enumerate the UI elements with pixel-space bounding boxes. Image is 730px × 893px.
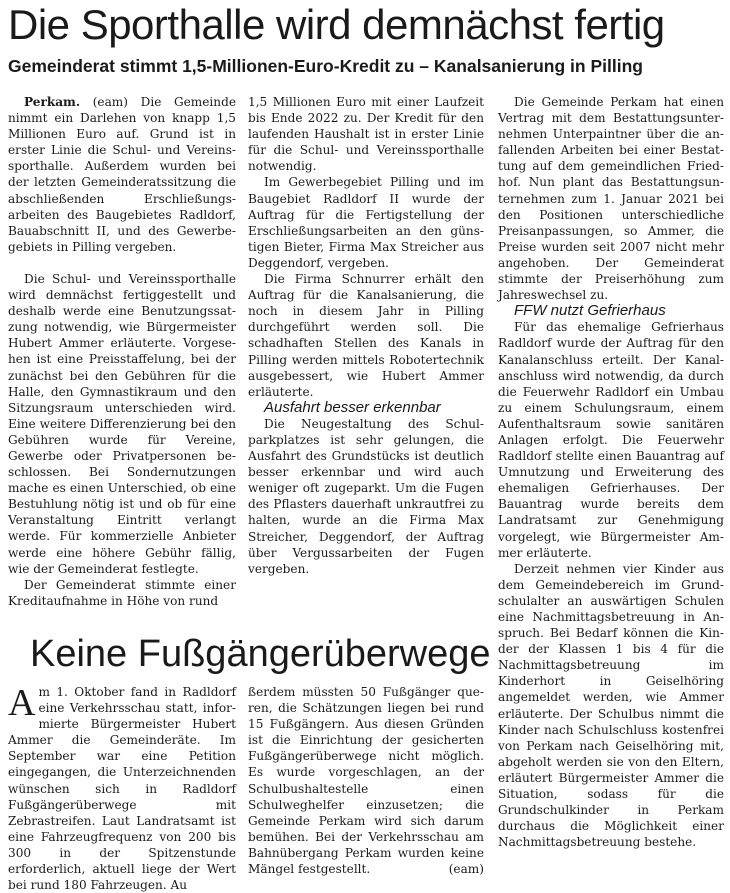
- section-subtitle: Ausfahrt besser erkennbar: [264, 398, 441, 416]
- dateline: Perkam.: [24, 95, 81, 109]
- paragraph-text: m 1. Oktober fand in Radldorf eine Verkehrsschau statt, informierte Bürgermeister Hubert Ammer die Gemeinderäte. Im September war eine Petition eingegangen, die Unterzeichnenden wünschen sich in Radldorf Fußgängerüberwege mit Zebrastreifen. Laut Landratsamt ist eine Fahrzeugfrequenz von 200 bis 300 in der Spitzenstunde erforderlich, aktuell liege der Wert bei rund 180 Fahrzeugen. Au: [8, 685, 236, 893]
- drop-cap: A: [8, 682, 36, 724]
- paragraph: Der Gemeinderat stimmte einer Kreditaufnahme in Höhe von rund: [8, 577, 236, 608]
- article-column-2: [248, 94, 484, 577]
- paragraph: 1,5 Millionen Euro mit einer Laufzeit bis Ende 2022 zu. Der Kredit für den laufenden Haushalt ist in erster Linie für die Schul- und Vereinssporthalle notwendig.: [248, 95, 484, 174]
- paragraph-text: (eam) Die Gemeinde nimmt ein Darlehen von knapp 1,5 Millionen Euro auf. Grund ist in erster Linie die Schul- und Vereinssporthalle. Außerdem wurden bei der letzten Gemeinderatssitzung die abschließenden Erschließungsarbeiten des Baugebietes Radldorf, Bauabschnitt II, und des Gewerbegebiets in Pilling vergeben.: [8, 95, 236, 254]
- paragraph: Die Gemeinde Perkam hat einen Vertrag mit dem Bestattungsunternehmen Unterpaintner über die anfallenden Arbeiten bei einer Bestattung auf dem gemeindlichen Friedhof. Nun plant das Bestattungsunternehmen zum 1. Januar 2021 bei den Positionen unterschiedliche Preisanpassungen, so Ammer, die Preise wurden seit 2007 nicht mehr angehoben. Der Gemeinderat stimmte der Preiserhöhung zum Jahreswechsel zu.: [498, 95, 724, 303]
- paragraph: Die Firma Schnurrer erhält den Auftrag für die Kanalsanierung, die noch in diesem Jahr in Pilling durchgeführt werden soll. Die schadhaften Stellen des Kanals in Pilling werden mittels Robotertechnik ausgebessert, wie Hubert Ammer erläuterte.: [248, 272, 484, 399]
- paragraph: Im Gewerbegebiet Pilling und im Baugebiet Radldorf II wurde der Auftrag für die Fertigstellung der Erschließungsarbeiten an den günstigen Bieter, Firma Max Streicher aus Deggendorf, vergeben.: [248, 175, 484, 270]
- article-headline: Die Sporthalle wird demnächst fertig: [8, 1, 665, 48]
- article-subheadline: Gemeinderat stimmt 1,5-Millionen-Euro-Kredit zu – Kanalsanierung in Pilling: [8, 56, 643, 76]
- author-signoff: (eam): [448, 862, 484, 877]
- paragraph: Derzeit nehmen vier Kinder aus dem Gemeindebereich im Grundschulalter an auswärtigen Schulen eine Nachmittagsbetreuung in Anspruch. Bei Bedarf können die Kinder der Klassen 1 bis 4 für die Nachmittagsbetreuung im Kinderhort in Geiselhöring angemeldet werden, wie Ammer erläuterte. Der Schulbus nimmt die Kinder nach Schulschluss kostenfrei von Perkam nach Geiselhöring mit, abgeholt werden sie von den Eltern, erläutert Bürgermeister Ammer die Situation, sodass für die Grundschulkinder in Perkam durchaus die Möglichkeit einer Nachmittagsbetreuung bestehe.: [498, 561, 724, 850]
- paragraph: Für das ehemalige Gefrierhaus Radldorf wurde der Auftrag für den Kanalanschluss erteilt. Der Kanalanschluss wird notwendig, da durch die Feuerwehr Radldorf ein Umbau zu einem Schulungsraum, einem Aufenthaltsraum sowie sanitären Anlagen erfolgt. Die Feuerwehr Radldorf stellte einen Bauantrag auf Umnutzung und Erweiterung des ehemaligen Gefrierhauses. Der Bauantrag wurde bereits dem Landratsamt zur Genehmigung vorgelegt, wie Bürgermeister Ammer erläuterte.: [498, 320, 724, 560]
- article-column-3: [498, 94, 724, 850]
- paragraph: [248, 684, 484, 877]
- second-article-headline: Keine Fußgängerüberwege: [30, 633, 491, 675]
- paragraph-text: ßerdem müssten 50 Fußgänger queren, die Schätzungen liegen bei rund 15 Fußgängern. Aus diesen Gründen ist die Einrichtung der gesicherten Fußgängerüberwege nicht möglich. Es wurde vorgeschlagen, an der Schulbushaltestelle einen Schulweghelfer einzusetzen; die Gemeinde Perkam wird sich darum bemühen. Bei der Verkehrsschau am Bahnübergang Perkam wurden keine Mängel festgestellt.: [248, 685, 484, 877]
- paragraph: [8, 94, 236, 255]
- section-subtitle: FFW nutzt Gefrierhaus: [514, 302, 666, 320]
- paragraph: Die Neugestaltung des Schulparkplatzes ist sehr gelungen, die Ausfahrt des Grundstücks ist deutlich besser erkennbar und wird auch weniger oft zugeparkt. Um die Fugen des Pflasters dauerhaft unkrautfrei zu halten, wurde an die Firma Max Streicher, Deggendorf, der Auftrag über Vergussarbeiten der Fugen vergeben.: [248, 416, 484, 576]
- second-article-column-2: [248, 684, 484, 877]
- article-column-1: [8, 94, 236, 609]
- paragraph: [8, 684, 236, 893]
- second-article-column-1: [8, 684, 236, 893]
- paragraph: Die Schul- und Vereinssporthalle wird demnächst fertiggestellt und deshalb werde eine Benutzungssatzung notwendig, wie Bürgermeister Hubert Ammer erläuterte. Vorgesehen ist eine Preisstaffelung, bei der zunächst bei den Gebühren für die Halle, den Gymnastikraum und den Sitzungsraum unterschieden wird. Eine weitere Differenzierung bei den Gebühren wurde für Vereine, Gewerbe oder Privatpersonen beschlossen. Bei Sondernutzungen mache es einen Unterschied, ob eine Bestuhlung nötig ist und ob für eine Veranstaltung Eintritt verlangt werde. Für kommerzielle Anbieter werde eine höhere Gebühr fällig, wie der Gemeinderat festlegte.: [8, 271, 236, 576]
